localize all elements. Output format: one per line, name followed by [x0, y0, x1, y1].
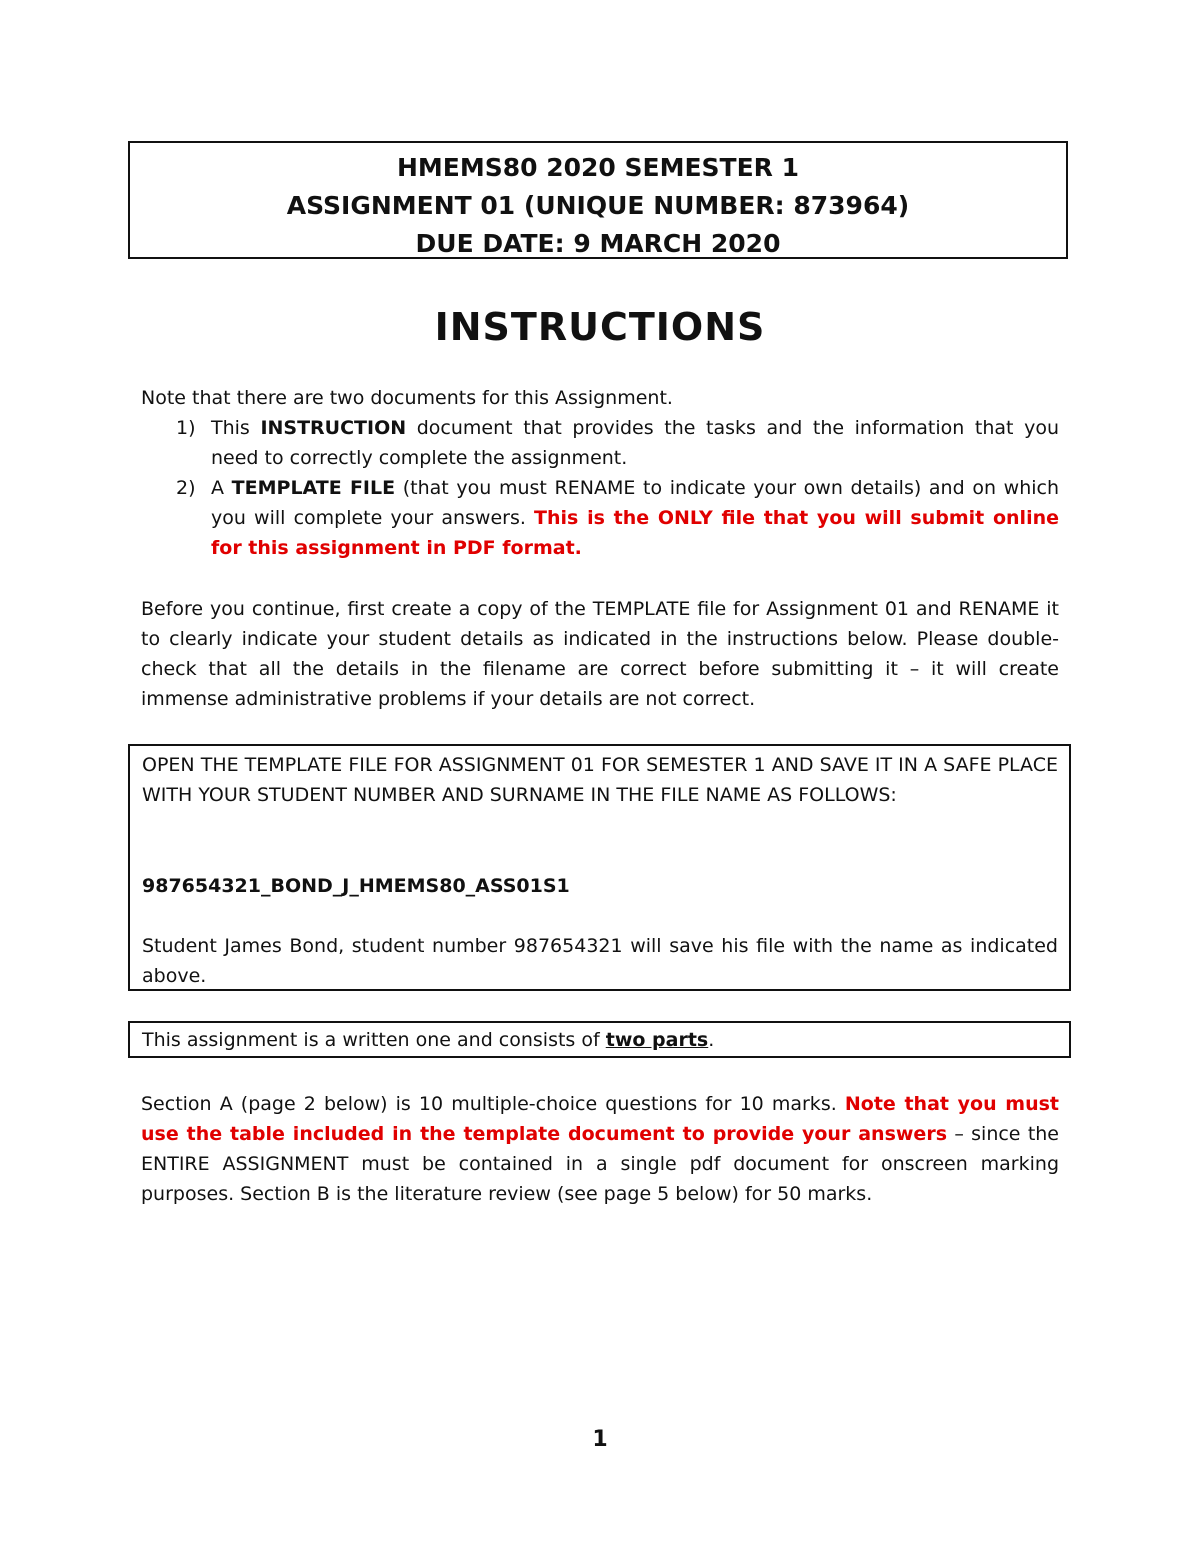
- section-a-text: Section A (page 2 below) is 10 multiple-choice questions for 10 marks.: [141, 1093, 845, 1115]
- sections-paragraph: [141, 1089, 1059, 1209]
- list-number-1: 1): [176, 417, 196, 439]
- list-item-instruction-document: [211, 413, 1059, 473]
- list-item-text: document that provides the tasks and the information that you need to correctly complete the assignment.: [211, 417, 1059, 469]
- template-file-keyword: TEMPLATE FILE: [231, 477, 396, 499]
- assignment-parts-text: [142, 1025, 1058, 1055]
- course-semester-line: HMEMS80 2020 SEMESTER 1: [396, 153, 800, 182]
- list-item-text: A: [211, 477, 232, 499]
- assignment-number-line: ASSIGNMENT 01 (UNIQUE NUMBER: 873964): [286, 191, 910, 220]
- page-number: 1: [592, 1427, 608, 1452]
- filename-instructions-box: [128, 744, 1071, 991]
- assignment-parts-box: [128, 1021, 1071, 1058]
- section-b-text: – since the ENTIRE ASSIGNMENT must be contained in a single pdf document for onscreen marking purposes. Section B is the literature review (see page 5 below) for 50 marks.: [141, 1123, 1059, 1205]
- assignment-header-box: [128, 141, 1068, 259]
- list-number-2: 2): [176, 477, 196, 499]
- intro-text: Note that there are two documents for this Assignment.: [141, 387, 673, 409]
- two-parts-emphasis: two parts: [605, 1029, 709, 1051]
- list-item-text: (that you must RENAME to indicate your own details) and on which you will complete your answers.: [211, 477, 1060, 529]
- submission-warning: This is the ONLY file that you will submit online for this assignment in PDF format.: [211, 507, 1059, 559]
- list-item-template-file: [211, 473, 1059, 563]
- due-date-line: DUE DATE: 9 MARCH 2020: [415, 229, 781, 258]
- example-filename: 987654321_BOND_J_HMEMS80_ASS01S1: [142, 875, 570, 897]
- parts-text: This assignment is a written one and consists of: [142, 1029, 606, 1051]
- filename-example-explanation: Student James Bond, student number 987654321 will save his file with the name as indicated above.: [142, 935, 1058, 987]
- parts-text: .: [708, 1029, 715, 1051]
- save-file-instruction: OPEN THE TEMPLATE FILE FOR ASSIGNMENT 01 FOR SEMESTER 1 AND SAVE IT IN A SAFE PLACE WITH YOUR STUDENT NUMBER AND SURNAME IN THE FILE NAME AS FOLLOWS:: [142, 754, 1058, 806]
- instruction-keyword: INSTRUCTION: [260, 417, 407, 439]
- answer-table-warning: Note that you must use the table included in the template document to provide your answers: [141, 1093, 1059, 1145]
- rename-instructions-paragraph: Before you continue, first create a copy of the TEMPLATE file for Assignment 01 and RENAME it to clearly indicate your student details as indicated in the instructions below. Please double-check that all the details in the filename are correct before submitting it – it will create immense administrative problems if your details are not correct.: [141, 598, 1059, 710]
- list-item-text: This: [211, 417, 261, 439]
- page-title: INSTRUCTIONS: [434, 305, 766, 349]
